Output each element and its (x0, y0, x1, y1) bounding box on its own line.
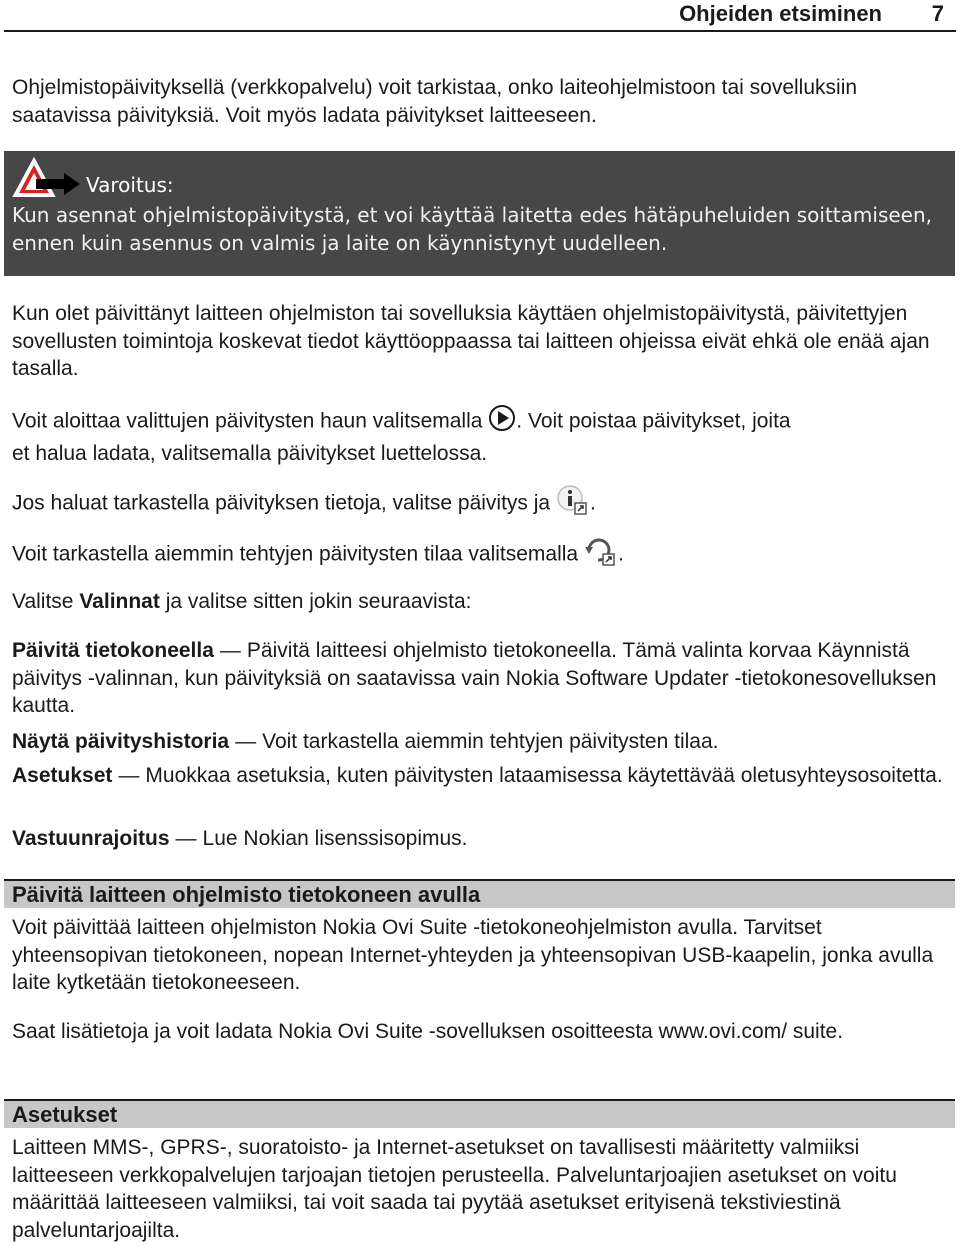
option-desc-rest: korvaa Käynnistä päivitys -valinnan, kun päivityksiä on saatavissa vain Nokia Software Updater -tietokonesovelluksen kautta. (12, 639, 937, 717)
details-paragraph (12, 484, 952, 524)
option-desc-rest: oletusyhteysosoitetta. (740, 764, 943, 787)
history-icon (584, 535, 618, 575)
section-heading-bar (4, 1099, 955, 1128)
warning-icon (12, 156, 82, 208)
warning-box (4, 151, 955, 276)
settings-paragraph: Laitteen MMS-, GPRS-, suoratoisto- ja Internet-asetukset on tavallisesti määritetty valmiiksi laitteeseen verkkopalvelujen tarjoajan tietojen perusteella. Palveluntarjoajien asetukset on voitu määrittää laitteeseen valmiiksi, tai voit saada tai pyytää asetukset erityisenä tekstiviestinä palveluntarjoajilta. (12, 1136, 897, 1242)
option-term: Asetukset (12, 764, 113, 787)
options-menu-name: Valinnat (79, 590, 160, 613)
option-term: Vastuunrajoitus (12, 827, 170, 850)
section-heading-bar (4, 879, 955, 908)
section-title: Asetukset (12, 1102, 118, 1127)
history-text-after: . (617, 542, 624, 566)
chapter-title: Ohjeiden etsiminen (679, 1, 882, 26)
options-intro-paragraph (12, 588, 952, 616)
section-title: Päivitä laitteen ohjelmisto tietokoneen avulla (12, 882, 481, 907)
history-paragraph (12, 535, 952, 575)
pc-update-paragraph: Voit päivittää laitteen ohjelmiston Nokia Ovi Suite -tietokoneohjelmiston avulla. Tarvitset yhteensopivan tietokoneen, nopean Internet-yhteyden ja yhteensopivan USB-kaapelin, jonka avulla laite kytketään tietokoneeseen. (12, 916, 934, 994)
info-icon (556, 484, 590, 524)
option-term: Näytä päivityshistoria (12, 730, 230, 753)
option-desc: Muokkaa asetuksia, kuten päivitysten lataamisessa käytettävää (145, 764, 735, 787)
start-text-line2: et halua ladata, valitsemalla päivitykset luettelossa. (12, 441, 488, 465)
page-number: 7 (931, 1, 944, 26)
options-text-after: ja valitse sitten jokin seuraavista: (165, 590, 472, 613)
options-text-before: Valitse (12, 590, 74, 613)
details-text-before: Jos haluat tarkastella päivityksen tietoja, valitse päivitys ja (12, 491, 551, 515)
warning-text: Kun asennat ohjelmistopäivitystä, et voi käyttää laitetta edes hätäpuheluiden soittamiseen, ennen kuin asennus on valmis ja laite on käynnistynyt uudelleen. (12, 203, 933, 255)
start-text-after: . Voit poistaa päivitykset, joita (516, 409, 791, 433)
updated-paragraph: Kun olet päivittänyt laitteen ohjelmiston tai sovelluksia käyttäen ohjelmistopäivitystä, päivitettyjen sovellusten toimintoja koskevat tiedot käyttöoppaassa tai laitteen ohjeissa eivät ehkä ole enää ajan tasalla. (12, 302, 930, 380)
start-search-paragraph (12, 404, 952, 467)
page-header (4, 0, 956, 32)
intro-paragraph: Ohjelmistopäivityksellä (verkkopalvelu) voit tarkistaa, onko laiteohjelmistoon tai sovelluksiin saatavissa päivityksiä. Voit myös ladata päivitykset laitteeseen. (12, 76, 858, 127)
start-text-before: Voit aloittaa valittujen päivitysten haun valitsemalla (12, 409, 483, 433)
history-text-before: Voit tarkastella aiemmin tehtyjen päivitysten tilaa valitsemalla (12, 542, 579, 566)
ovi-suite-paragraph: Saat lisätietoja ja voit ladata Nokia Ovi Suite -sovelluksen osoitteesta www.ovi.com/ suite. (12, 1020, 844, 1043)
option-desc: Lue Nokian lisenssisopimus. (202, 827, 468, 850)
warning-title: Varoitus: (86, 173, 174, 197)
option-item: Asetukset — Muokkaa asetuksia, kuten päivitysten lataamisessa käytettävää oletusyhteysosoitetta. (12, 764, 943, 787)
option-desc: Päivitä laitteesi ohjelmisto tietokoneella. Tämä valinta (246, 639, 743, 662)
option-item: Päivitä tietokoneella — Päivitä laitteesi ohjelmisto tietokoneella. Tämä valinta korvaa Käynnistä päivitys -valinnan, kun päivityksiä on saatavissa vain Nokia Software Updater -tietokonesovelluksen kautta. (12, 639, 937, 717)
option-desc: Voit tarkastella aiemmin tehtyjen päivitysten tilaa. (262, 730, 719, 753)
option-item: Näytä päivityshistoria — Voit tarkastella aiemmin tehtyjen päivitysten tilaa. (12, 730, 719, 753)
play-icon (488, 404, 516, 440)
option-term: Päivitä tietokoneella (12, 639, 214, 662)
details-text-after: . (589, 491, 596, 515)
option-item: Vastuunrajoitus — Lue Nokian lisenssisopimus. (12, 827, 468, 850)
